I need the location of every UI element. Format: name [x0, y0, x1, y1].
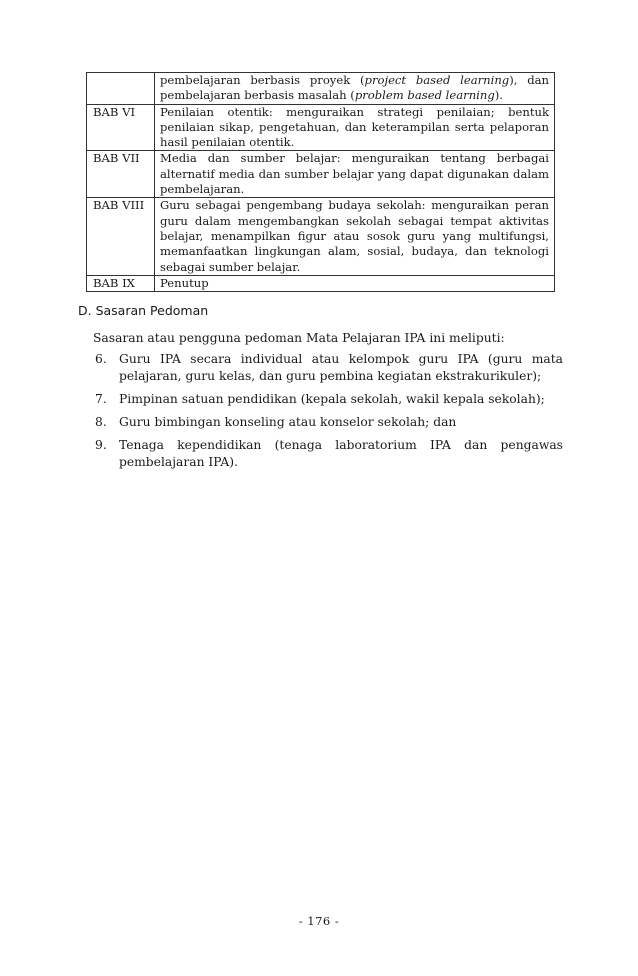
chapter-label: BAB VI [87, 104, 155, 151]
target-list [93, 351, 563, 477]
table-row [87, 73, 555, 105]
chapter-table [86, 72, 555, 292]
table-row [87, 151, 555, 198]
table-row [87, 198, 555, 275]
chapter-description: Penutup [155, 275, 555, 291]
chapter-label: BAB VIII [87, 198, 155, 275]
table-row [87, 275, 555, 291]
list-item-text: Tenaga kependidikan (tenaga laboratorium IPA dan pengawas pembelajaran IPA). [119, 438, 563, 469]
chapter-description: Guru sebagai pengembang budaya sekolah: menguraikan peran guru dalam mengembangkan sekolah sebagai tempat aktivitas belajar, menampilkan figur atau sosok guru yang multifungsi, memanfaatkan lingkungan alam, sosial, budaya, dan teknologi sebagai sumber belajar. [155, 198, 555, 275]
chapter-label [87, 73, 155, 105]
chapter-label: BAB IX [87, 275, 155, 291]
list-item [93, 351, 563, 385]
list-item-text: Guru bimbingan konseling atau konselor sekolah; dan [119, 415, 457, 429]
chapter-label: BAB VII [87, 151, 155, 198]
list-item [93, 391, 563, 408]
list-item [93, 414, 563, 431]
list-item-number: 9. [95, 438, 107, 452]
chapter-description: Penilaian otentik: menguraikan strategi penilaian; bentuk penilaian sikap, pengetahuan, dan keterampilan serta pelaporan hasil penilaian otentik. [155, 104, 555, 151]
section-intro: Sasaran atau pengguna pedoman Mata Pelajaran IPA ini meliputi: [93, 331, 505, 345]
table-row [87, 104, 555, 151]
list-item-number: 8. [95, 415, 107, 429]
list-item-number: 7. [95, 392, 107, 406]
list-item-text: Guru IPA secara individual atau kelompok guru IPA (guru mata pelajaran, guru kelas, dan guru pembina kegiatan ekstrakurikuler); [119, 352, 563, 383]
list-item [93, 437, 563, 471]
chapter-description: pembelajaran berbasis proyek (project based learning), dan pembelajaran berbasis masalah (problem based learning). [155, 73, 555, 105]
list-item-text: Pimpinan satuan pendidikan (kepala sekolah, wakil kepala sekolah); [119, 392, 545, 406]
chapter-description: Media dan sumber belajar: menguraikan tentang berbagai alternatif media dan sumber belajar yang dapat digunakan dalam pembelajaran. [155, 151, 555, 198]
page-number: - 176 - [298, 914, 340, 928]
section-heading: D. Sasaran Pedoman [78, 303, 209, 318]
list-item-number: 6. [95, 352, 107, 366]
